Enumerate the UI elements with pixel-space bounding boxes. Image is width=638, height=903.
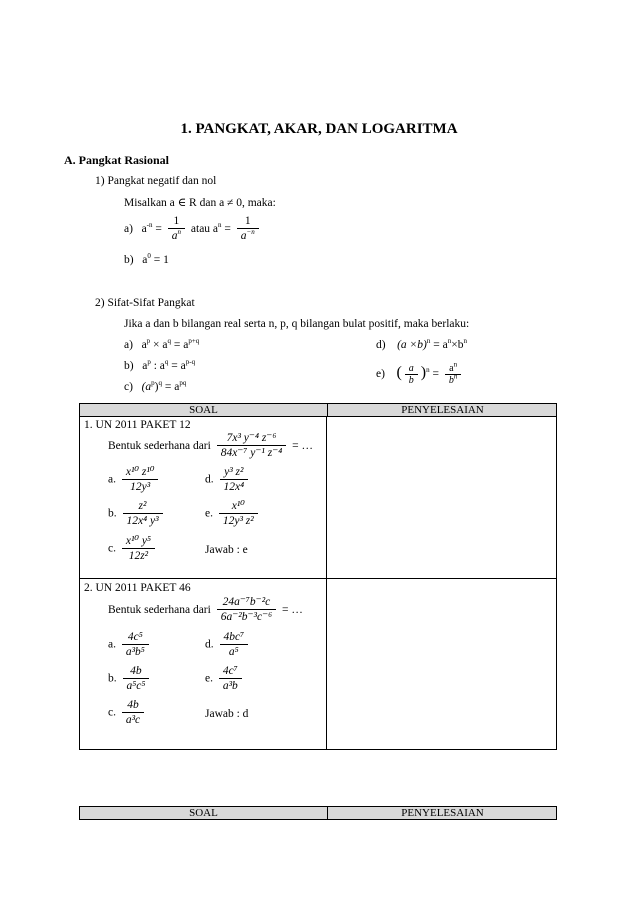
answer-text: Jawab : d (205, 708, 249, 720)
intro-text: Misalkan a ∈ R dan a ≠ 0, maka: (124, 197, 276, 209)
column-header-soal: SOAL (189, 807, 218, 819)
rule-product: a) $a^p \times a^q = a^{p+q}$ (124, 337, 200, 351)
column-header-soal: SOAL (189, 404, 218, 416)
rule-power: c) $(a^p)^q = a^{pq}$ (124, 379, 187, 393)
option-e: e. $\frac{\text{4c⁷}}{\text{a³b}}$ (205, 665, 245, 693)
table-header (79, 806, 557, 820)
option-d: d. $\frac{\text{y³ z²}}{\text{12x⁴}}$ (205, 466, 251, 494)
question-header: 1. UN 2011 PAKET 12 (84, 419, 191, 431)
question-header: 2. UN 2011 PAKET 46 (84, 582, 191, 594)
question-stem: Bentuk sederhana dari $\frac{\text{7x³ y⁻⁴ z⁻⁶}}{\text{84x⁻⁷ y⁻¹ z⁻⁴}}$ = … (108, 432, 314, 460)
option-a: a. $\frac{\text{x¹⁰ z¹⁰}}{\text{12y³}}$ (108, 466, 161, 494)
question-stem: Bentuk sederhana dari $\frac{\text{24a⁻⁷b⁻²c}}{\text{6a⁻²b⁻³c⁻⁶}}$ = … (108, 596, 303, 624)
intro-text: Jika a dan b bilangan real serta n, p, q bilangan bulat positif, maka berlaku: (124, 318, 470, 330)
rule-zero-exponent: b) $a^0 = 1$ (124, 252, 169, 266)
rule-quotient-power: e) ( $\frac{a}{b}$ )$^n$ = $\frac{a^n}{b^n}$ (376, 360, 464, 387)
column-divider (326, 416, 327, 750)
rule-quotient: b) $a^p$ : $a^q = a^{p-q}$ (124, 358, 196, 372)
answer-text: Jawab : e (205, 544, 248, 556)
rule-negative-exponent: a) $a^{-n}$ = $\frac{1}{a^n}$ atau $a^n$ = $\frac{1}{a^{-n}}$ (124, 215, 262, 243)
column-header-penyelesaian: PENYELESAIAN (327, 807, 557, 819)
option-b: b. $\frac{\text{z²}}{\text{12x⁴ y³}}$ (108, 500, 166, 528)
option-a: a. $\frac{\text{4c⁵}}{\text{a³b⁵}}$ (108, 631, 152, 659)
row-divider (79, 578, 557, 579)
rule-product-power: d) $(a \times b)^n = a^n\times b^n$ (376, 337, 467, 351)
subsection-heading: 2) Sifat-Sifat Pangkat (95, 297, 195, 309)
option-d: d. $\frac{\text{4bc⁷}}{\text{a⁵}}$ (205, 631, 251, 659)
option-c: c. $\frac{\text{x¹⁰ y⁵}}{\text{12z²}}$ (108, 535, 158, 563)
option-e: e. $\frac{\text{x¹⁰}}{\text{12y³ z²}}$ (205, 500, 261, 528)
table-header (79, 403, 557, 417)
section-heading: A. Pangkat Rasional (64, 153, 170, 167)
option-c: c. $\frac{4b}{\text{a³c}}$ (108, 699, 147, 727)
option-b: b. $\frac{4b}{\text{a⁵c⁵}}$ (108, 665, 152, 693)
column-header-penyelesaian: PENYELESAIAN (327, 404, 557, 416)
page-title: 1. PANGKAT, AKAR, DAN LOGARITMA (180, 121, 458, 137)
subsection-heading: 1) Pangkat negatif dan nol (95, 175, 217, 187)
